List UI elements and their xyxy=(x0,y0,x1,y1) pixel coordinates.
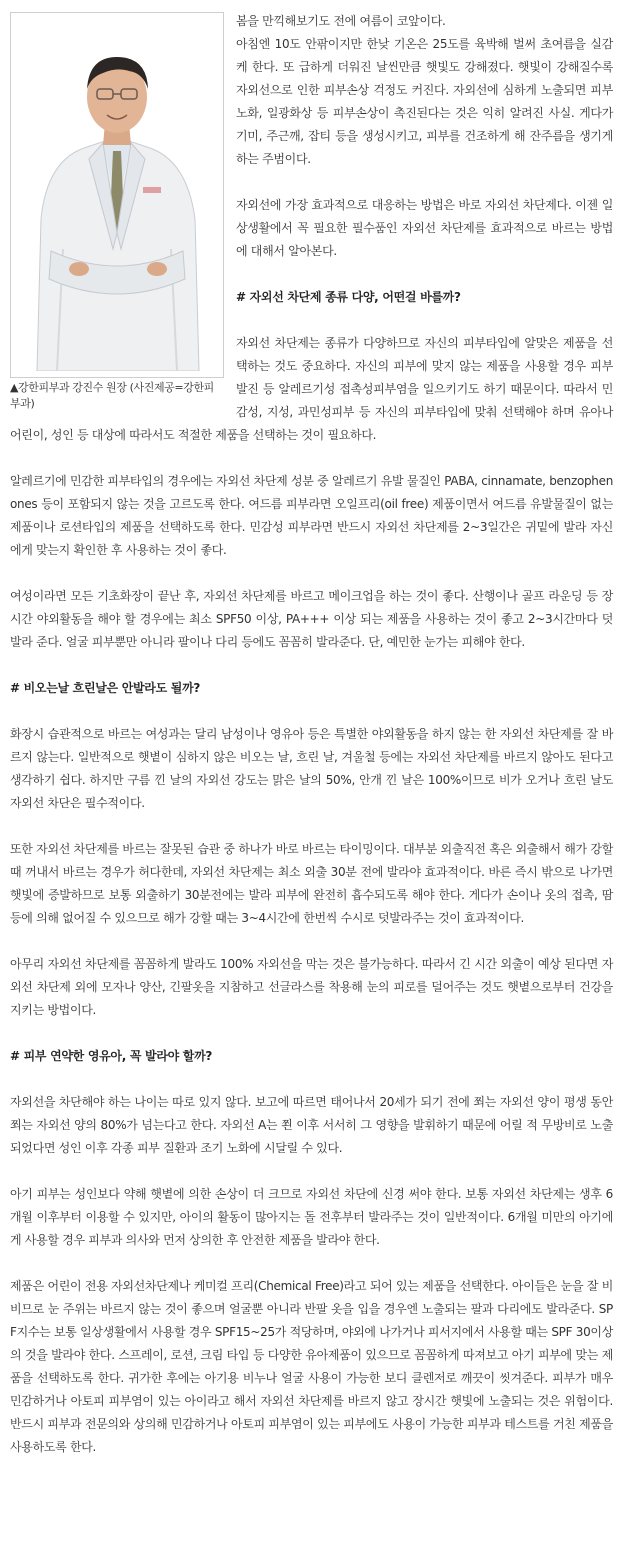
paragraph-gap xyxy=(10,562,613,585)
paragraph-gap xyxy=(10,1160,613,1183)
photo-caption: ▲강한피부과 강진수 원장 (사진제공=강한피부과) xyxy=(10,381,214,410)
paragraph-gap xyxy=(10,700,613,723)
paragraph-gap xyxy=(10,1252,613,1275)
doctor-photo xyxy=(17,19,217,371)
section-heading: # 비오는날 흐린날은 안발라도 될까? xyxy=(10,681,201,695)
article-paragraph: 알레르기에 민감한 피부타입의 경우에는 자외선 차단제 성분 중 알레르기 유발 물질인 PABA, cinnamate, benzophenones 등이 포함되지 않는 것을 고르도록 한다. 여드름 피부라면 오일프리(oil free) 제품이면서 여드름 유발물질이 없는 제품이나 로션타입의 제품을 선택하도록 한다. 민감성 피부라면 반드시 자외선 차단제를 2~3일간은 귀밑에 발라 자신에게 맞는지 확인한 후 사용하는 것이 좋다. xyxy=(10,474,613,557)
article-paragraph: 또한 자외선 차단제를 바르는 잘못된 습관 중 하나가 바로 바르는 타이밍이다. 대부분 외출직전 혹은 외출해서 해가 강할 때 꺼내서 바르는 경우가 허다한데, 자외선 차단제는 최소 외출 30분 전에 발라야 효과적이다. 바른 즉시 밖으로 나가면 햇빛에 증발하므로 보통 외출하기 30분전에는 발라 피부에 완전히 흡수되도록 해야 한다. 게다가 손이나 옷의 접촉, 땀 등에 의해 없어질 수 있으므로 해가 강할 때는 3~4시간에 한번씩 수시로 덧발라주는 것이 효과적이다. xyxy=(10,842,613,925)
article-paragraph: 자외선을 차단해야 하는 나이는 따로 있지 않다. 보고에 따르면 태어나서 20세가 되기 전에 쬐는 자외선 양이 평생 동안 쬐는 자외선 양의 80%가 넘는다고 한다. 자외선 A는 쬔 이후 서서히 그 영향을 발휘하기 때문에 어릴 적 무방비로 노출되었다면 성인 이후 각종 피부 질환과 조기 노화에 시달릴 수 있다. xyxy=(10,1095,613,1155)
section-heading: # 피부 연약한 영유아, 꼭 발라야 할까? xyxy=(10,1049,213,1063)
article-paragraph: 자외선 차단제는 종류가 다양하므로 자신의 피부타입에 알맞은 제품을 선택하는 것도 중요하다. 자신의 피부에 맞지 않는 제품을 사용할 경우 피부발진 등 알레르기성 접촉성피부염을 일으키기도 하기 때문이다. 따라서 민감성, 지성, 과민성피부 등 자신의 피부타입에 맞춰 선택해야 하며 유아나 어린이, 성인 등 대상에 따라서도 적절한 제품을 선택하는 것이 필요하다. xyxy=(10,336,613,442)
photo-box xyxy=(10,12,224,412)
article-paragraph: 자외선에 가장 효과적으로 대응하는 방법은 바로 자외선 차단제다. 이젠 일상생활에서 꼭 필요한 필수품인 자외선 차단제를 효과적으로 바르는 방법에 대해서 알아본다. xyxy=(236,198,613,258)
article-paragraph: 봄을 만끽해보기도 전에 여름이 코앞이다. xyxy=(236,14,446,28)
paragraph-gap xyxy=(10,1022,613,1045)
article-paragraph: 화장시 습관적으로 바르는 여성과는 달리 남성이나 영유아 등은 특별한 야외활동을 하지 않는 한 자외선 차단제를 잘 바르지 않는다. 일반적으로 햇볕이 심하지 않은 비오는 날, 흐린 날, 겨울철 등에는 자외선 차단제를 바르지 않아도 된다고 생각하기 쉽다. 하지만 구름 낀 날의 자외선 강도는 맑은 날의 50%, 안개 낀 날은 100%이므로 비가 오거나 흐린 날도 자외선 차단은 필수적이다. xyxy=(10,727,613,810)
article-paragraph: 아기 피부는 성인보다 약해 햇볕에 의한 손상이 더 크므로 자외선 차단에 신경 써야 한다. 보통 자외선 차단제는 생후 6개월 이후부터 이용할 수 있지만, 아이의 활동이 많아지는 돌 전후부터 발라주는 것이 일반적이다. 6개월 미만의 아기에게 사용할 경우 피부과 의사와 먼저 상의한 후 안전한 제품을 발라야 한다. xyxy=(10,1187,613,1247)
article-paragraph: 아무리 자외선 차단제를 꼼꼼하게 발라도 100% 자외선을 막는 것은 불가능하다. 따라서 긴 시간 외출이 예상 된다면 자외선 차단제 외에 모자나 양산, 긴팔옷을 지참하고 선글라스를 착용해 눈의 피로를 덜어주는 것도 햇볕으로부터 건강을 지키는 방법이다. xyxy=(10,957,613,1017)
article-paragraph: 제품은 어린이 전용 자외선차단제나 케미컬 프리(Chemical Free)라고 되어 있는 제품을 선택한다. 아이들은 눈을 잘 비비므로 눈 주위는 바르지 않는 것이 좋으며 얼굴뿐 아니라 반팔 옷을 입을 경우엔 노출되는 팔과 다리에도 발라준다. SPF지수는 보통 일상생활에서 사용할 경우 SPF15~25가 적당하며, 야외에 나가거나 피서지에서 사용할 때는 SPF 30이상의 것을 발라야 한다. 스프레이, 로션, 크림 타입 등 다양한 유아제품이 있으므로 꼼꼼하게 따져보고 아기 피부에 맞는 제품을 선택하도록 한다. 귀가한 후에는 아기용 비누나 얼굴 사용이 가능한 보디 클렌저로 깨끗이 씻겨준다. 피부가 매우 민감하거나 아토피 피부염이 있는 아이라고 해서 자외선 차단제를 바르지 않고 장시간 햇빛에 노출되는 것은 위험이다. 반드시 피부과 전문의와 상의해 민감하거나 아토피 피부염이 있는 피부에도 사용이 가능한 피부과 테스트를 거친 제품을 사용하도록 한다. xyxy=(10,1279,613,1454)
paragraph-gap xyxy=(10,1068,613,1091)
section-heading: # 자외선 차단제 종류 다양, 어떤걸 바를까? xyxy=(236,290,461,304)
paragraph-gap xyxy=(10,930,613,953)
article-body xyxy=(10,10,613,1459)
article-paragraph: 아침엔 10도 안팎이지만 한낮 기온은 25도를 육박해 벌써 초여름을 실감케 한다. 또 급하게 더워진 날씬만큼 햇빛도 강해졌다. 햇빛이 강해질수록 자외선으로 인한 피부손상 걱정도 커진다. 자외선에 심하게 노출되면 피부노화, 일광화상 등 피부손상이 촉진된다는 것은 익히 알려진 사실. 게다가 기미, 주근깨, 잡티 등을 생성시키고, 피부를 건조하게 해 잔주름을 생기게 하는 주범이다. xyxy=(236,37,613,166)
paragraph-gap xyxy=(10,815,613,838)
article-paragraph: 여성이라면 모든 기초화장이 끝난 후, 자외선 차단제를 바르고 메이크업을 하는 것이 좋다. 산행이나 골프 라운딩 등 장시간 야외활동을 해야 할 경우에는 최소 SPF50 이상, PA+++ 이상 되는 제품을 사용하는 것이 좋고 2~3시간마다 덧발라 준다. 얼굴 피부뿐만 아니라 팔이나 다리 등에도 꼼꼼히 발라준다. 단, 예민한 눈가는 피해야 한다. xyxy=(10,589,613,649)
paragraph-gap xyxy=(10,447,613,470)
doctor-photo-frame xyxy=(10,12,224,378)
paragraph-gap xyxy=(10,654,613,677)
